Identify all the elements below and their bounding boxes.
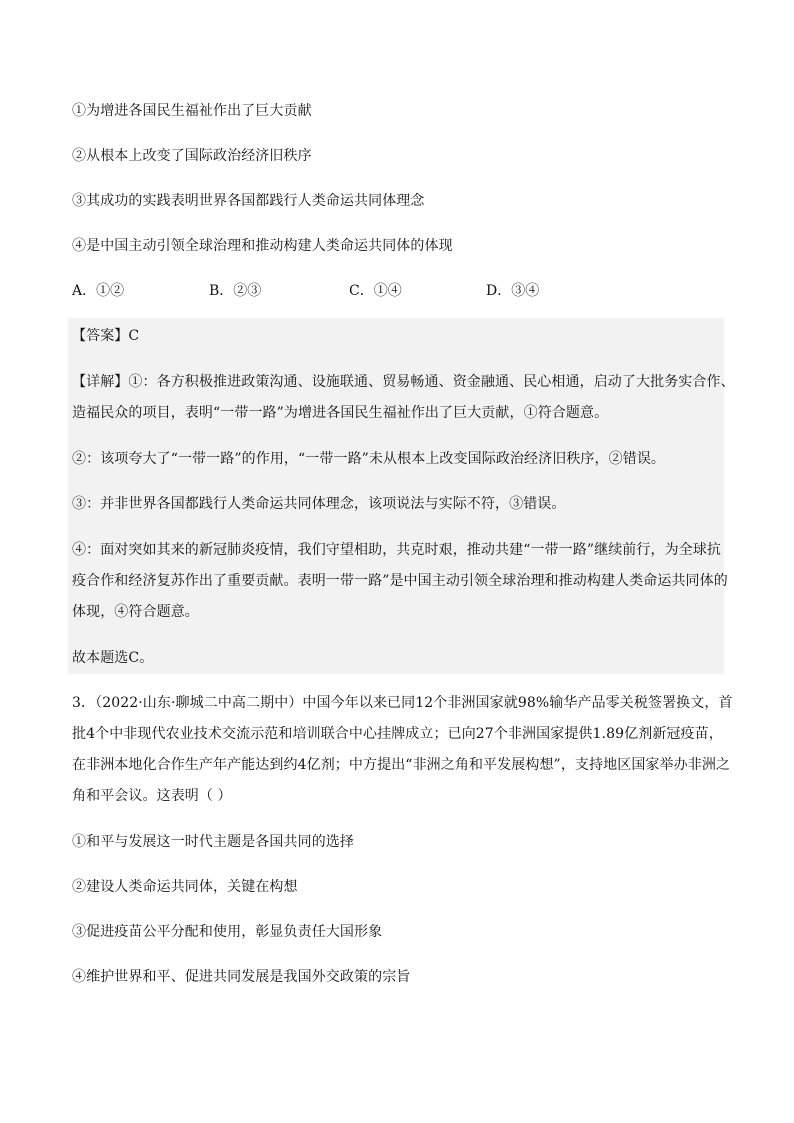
q2-option-b: B．②③ (209, 283, 262, 299)
q2-option-c: C．①④ (349, 283, 402, 299)
q2-option-a: A．①② (72, 283, 125, 299)
answer-panel (68, 318, 735, 674)
q3-stem-line-1: 3．（2022·山东·聊城二中高二期中）中国今年以来已同12个非洲国家就98%输华产品零关税签署换文，首 (72, 695, 733, 711)
q2-item-4: ④是中国主动引领全球治理和推动构建人类命运共同体的体现 (72, 238, 453, 254)
q2-item-1: ①为增进各国民生福祉作出了巨大贡献 (72, 103, 312, 119)
conclusion-line: 故本题选C。 (72, 650, 154, 666)
q3-stem-line-3: 在非洲本地化合作生产年产能达到约4亿剂；中方提出“非洲之角和平发展构想”，支持地区国家举办非洲之 (72, 757, 731, 773)
q3-item-1: ①和平与发展这一时代主题是各国共同的选择 (72, 834, 354, 850)
q2-item-2: ②从根本上改变了国际政治经济旧秩序 (72, 148, 312, 164)
answer-line: 【答案】C (72, 328, 140, 344)
detail-line-4: ③：并非世界各国都践行人类命运共同体理念，该项说法与实际不符，③错误。 (72, 496, 566, 512)
q2-options (72, 281, 672, 301)
q3-stem-line-4: 角和平会议。这表明（ ） (72, 788, 232, 804)
detail-line-6: 疫合作和经济复苏作出了重要贡献。表明一带一路”是中国主动引领全球治理和推动构建人类命运共同体的 (72, 573, 728, 589)
q3-item-4: ④维护世界和平、促进共同发展是我国外交政策的宗旨 (72, 969, 411, 985)
q3-item-2: ②建设人类命运共同体，关键在构想 (72, 879, 298, 895)
detail-line-2: 造福民众的项目，表明“一带一路”为增进各国民生福祉作出了巨大贡献，①符合题意。 (72, 405, 609, 421)
detail-line-3: ②：该项夸大了“一带一路”的作用，“一带一路”未从根本上改变国际政治经济旧秩序，②错误。 (72, 451, 666, 467)
q2-item-3: ③其成功的实践表明世界各国都践行人类命运共同体理念 (72, 193, 425, 209)
q3-stem-line-2: 批4个中非现代农业技术交流示范和培训联合中心挂牌成立；已向27个非洲国家提供1.89亿剂新冠疫苗， (72, 726, 723, 742)
q3-item-3: ③促进疫苗公平分配和使用，彰显负责任大国形象 (72, 924, 383, 940)
detail-line-1: 【详解】①：各方积极推进政策沟通、设施联通、贸易畅通、资金融通、民心相通，启动了大批务实合作、 (72, 374, 735, 390)
detail-line-5: ④：面对突如其来的新冠肺炎疫情，我们守望相助，共克时艰，推动共建“一带一路”继续前行，为全球抗 (72, 542, 722, 558)
detail-line-7: 体现，④符合题意。 (72, 604, 199, 620)
q2-option-d: D．③④ (486, 283, 540, 299)
